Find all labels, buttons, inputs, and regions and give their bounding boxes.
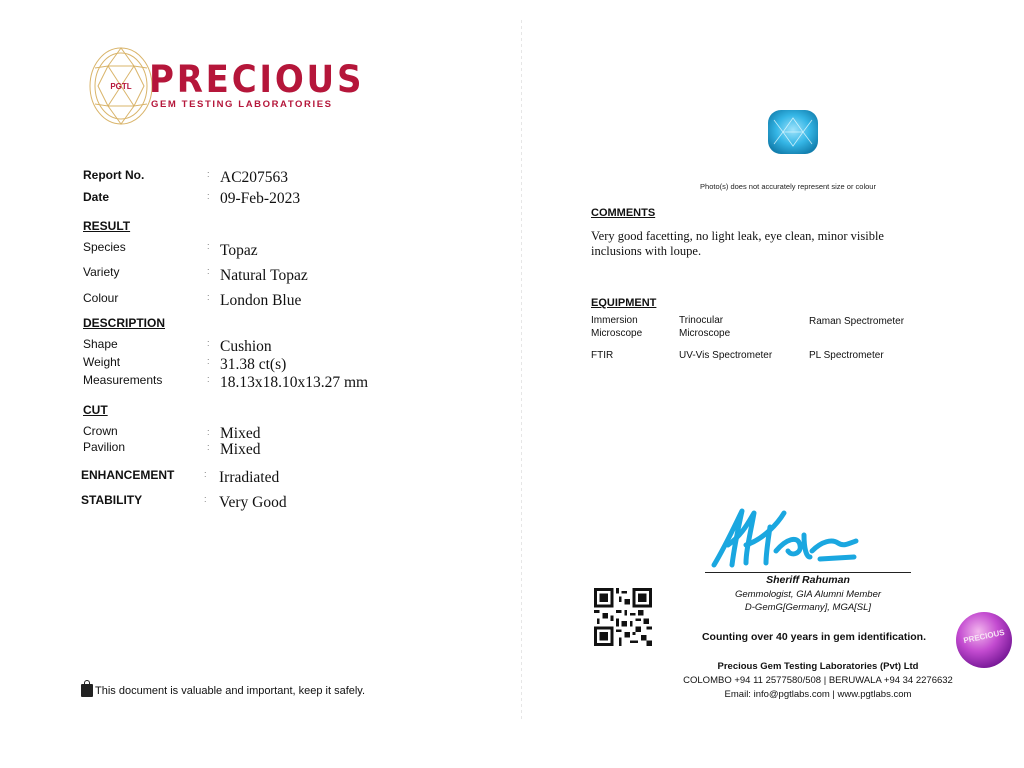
- equipment-line: Raman Spectrometer: [809, 316, 905, 327]
- result-heading: RESULT: [83, 219, 131, 233]
- species-label: Species: [83, 240, 126, 254]
- comments-heading: COMMENTS: [591, 207, 656, 219]
- equipment-item: [809, 349, 884, 362]
- stability-label: STABILITY: [81, 493, 143, 507]
- equipment-item: [679, 314, 730, 340]
- crown-label: Crown: [83, 424, 118, 438]
- measurements-value: 18.13x18.10x13.27 mm: [220, 374, 369, 391]
- gem-logo-icon: [88, 46, 154, 126]
- equipment-line: Trinocular: [679, 315, 724, 326]
- company-address: COLOMBO +94 11 2577580/508 | BERUWALA +94 34 2276632: [683, 675, 953, 686]
- colon: :: [204, 494, 207, 504]
- description-heading: DESCRIPTION: [83, 316, 166, 330]
- enhancement-value: Irradiated: [219, 469, 280, 486]
- equipment-item: [679, 349, 772, 362]
- report-no-value: AC207563: [220, 169, 289, 186]
- shape-label: Shape: [83, 337, 118, 351]
- brand-name: PRECIOUS: [149, 58, 365, 101]
- logo-monogram: PGTL: [110, 82, 132, 91]
- colon: :: [207, 356, 210, 366]
- brand-subtitle: GEM TESTING LABORATORIES: [151, 99, 333, 110]
- company-name: Precious Gem Testing Laboratories (Pvt) Ltd: [717, 661, 919, 672]
- equipment-line: UV-Vis Spectrometer: [679, 350, 773, 361]
- signatory-title: Gemmologist, GIA Alumni Member: [734, 589, 882, 600]
- colon: :: [207, 169, 210, 179]
- species-value: Topaz: [220, 242, 258, 259]
- colour-label: Colour: [83, 291, 119, 305]
- signatory-credentials: D-GemG[Germany], MGA[SL]: [744, 602, 872, 613]
- colour-value: London Blue: [220, 292, 302, 309]
- qr-code[interactable]: [594, 588, 652, 646]
- weight-label: Weight: [83, 355, 121, 369]
- weight-value: 31.38 ct(s): [220, 356, 287, 373]
- variety-value: Natural Topaz: [220, 267, 308, 284]
- gemstone-photo: [766, 108, 820, 156]
- report-no-label: Report No.: [83, 168, 145, 182]
- signatory-name: Sheriff Rahuman: [766, 574, 850, 586]
- footer-note: This document is valuable and important, keep it safely.: [95, 685, 366, 697]
- date-label: Date: [83, 190, 110, 204]
- hologram-seal-text: PRECIOUS: [962, 627, 1006, 646]
- pavilion-value: Mixed: [220, 441, 261, 458]
- crown-value: Mixed: [220, 425, 261, 442]
- measurements-label: Measurements: [83, 373, 163, 387]
- stability-value: Very Good: [219, 494, 287, 511]
- colon: :: [207, 442, 210, 452]
- colon: :: [207, 241, 210, 251]
- cut-heading: CUT: [83, 403, 108, 417]
- photo-disclaimer: Photo(s) does not accurately represent size or colour: [700, 182, 876, 191]
- variety-label: Variety: [83, 265, 120, 279]
- date-value: 09-Feb-2023: [220, 190, 301, 207]
- colon: :: [207, 292, 210, 302]
- lock-icon: [81, 684, 93, 697]
- equipment-item: [809, 315, 904, 328]
- colon: :: [207, 374, 210, 384]
- company-contact: Email: info@pgtlabs.com | www.pgtlabs.com: [724, 689, 912, 700]
- equipment-line: Immersion: [591, 315, 638, 326]
- pavilion-label: Pavilion: [83, 440, 126, 454]
- signature-line: [705, 572, 911, 573]
- equipment-line: Microscope: [591, 328, 643, 339]
- colon: :: [204, 469, 207, 479]
- colon: :: [207, 266, 210, 276]
- page-fold-divider: [521, 20, 522, 720]
- enhancement-label: ENHANCEMENT: [81, 468, 175, 482]
- colon: :: [207, 427, 210, 437]
- equipment-item: [591, 349, 613, 362]
- signature-mark: [708, 505, 860, 571]
- tagline: Counting over 40 years in gem identification.: [701, 631, 927, 643]
- equipment-item: [591, 314, 642, 340]
- equipment-line: FTIR: [591, 350, 614, 361]
- equipment-line: PL Spectrometer: [809, 350, 884, 361]
- equipment-line: Microscope: [679, 328, 731, 339]
- comments-text: Very good facetting, no light leak, eye clean, minor visible inclusions with loupe.: [591, 229, 884, 258]
- equipment-heading: EQUIPMENT: [591, 297, 657, 309]
- shape-value: Cushion: [220, 338, 272, 355]
- colon: :: [207, 191, 210, 201]
- colon: :: [207, 338, 210, 348]
